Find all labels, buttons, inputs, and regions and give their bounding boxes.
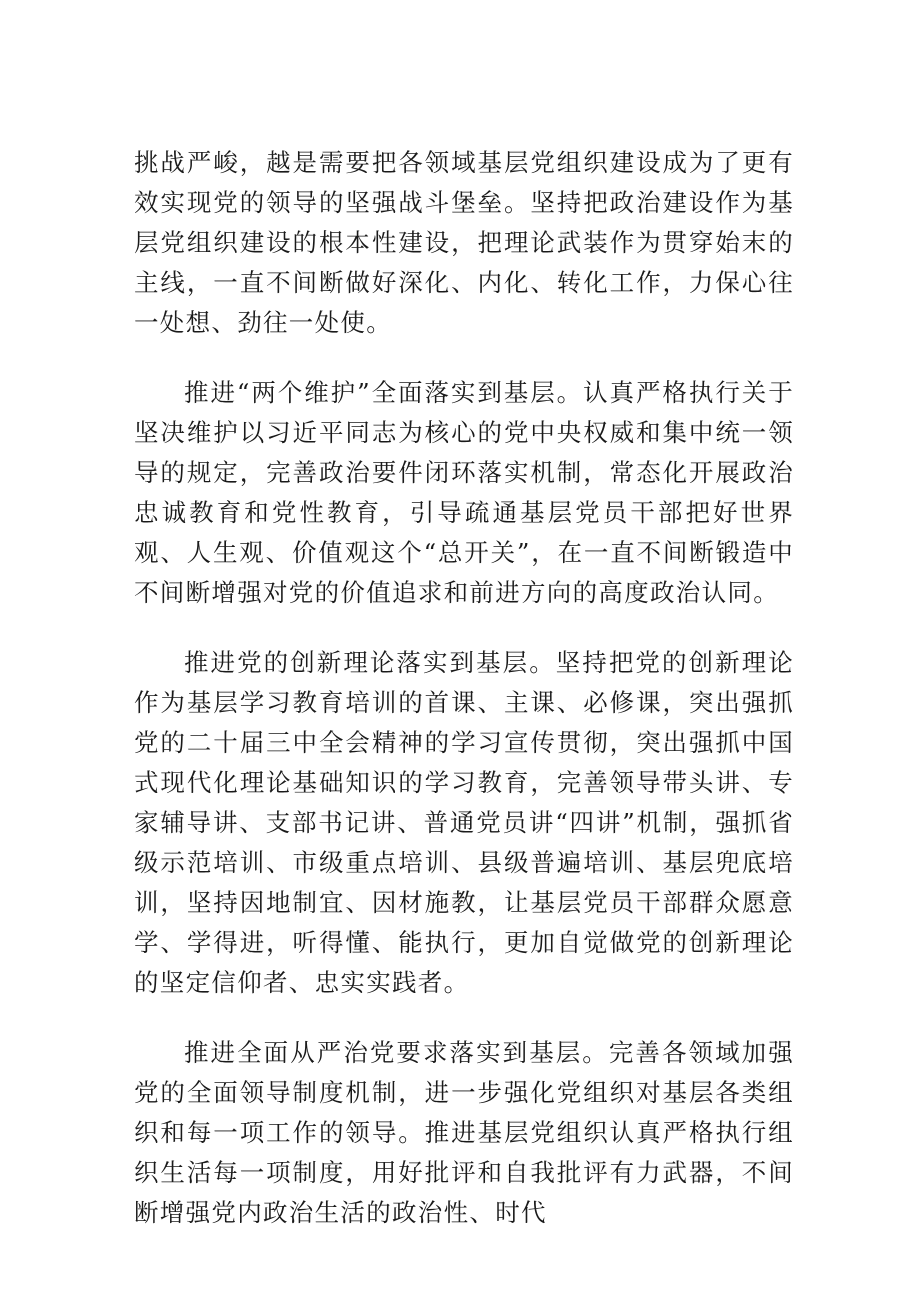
paragraph-1: 挑战严峻，越是需要把各领域基层党组织建设成为了更有效实现党的领导的坚强战斗堡垒。坚持把政治建设作为基层党组织建设的根本性建设，把理论武装作为贯穿始末的主线，一直不间断做好深化、内化、转化工作，力保心往一处想、劲往一处使。 (134, 148, 794, 337)
paragraph-2: 推进“两个维护”全面落实到基层。认真严格执行关于坚决维护以习近平同志为核心的党中央权威和集中统一领导的规定，完善政治要件闭环落实机制，常态化开展政治忠诚教育和党性教育，引导疏通基层党员干部把好世界观、人生观、价值观这个“总开关”，在一直不间断锻造中不间断增强对党的价值追求和前进方向的高度政治认同。 (134, 378, 794, 607)
paragraph-3: 推进党的创新理论落实到基层。坚持把党的创新理论作为基层学习教育培训的首课、主课、必修课，突出强抓党的二十届三中全会精神的学习宣传贯彻，突出强抓中国式现代化理论基础知识的学习教育，完善领导带头讲、专家辅导讲、支部书记讲、普通党员讲“四讲”机制，强抓省级示范培训、市级重点培训、县级普遍培训、基层兜底培训，坚持因地制宜、因材施教，让基层党员干部群众愿意学、学得进，听得懂、能执行，更加自觉做党的创新理论的坚定信仰者、忠实实践者。 (134, 648, 794, 997)
document-body (134, 143, 794, 1233)
paragraph-4: 推进全面从严治党要求落实到基层。完善各领域加强党的全面领导制度机制，进一步强化党组织对基层各类组织和每一项工作的领导。推进基层党组织认真严格执行组织生活每一项制度，用好批评和自我批评有力武器，不间断增强党内政治生活的政治性、时代 (134, 1038, 794, 1227)
